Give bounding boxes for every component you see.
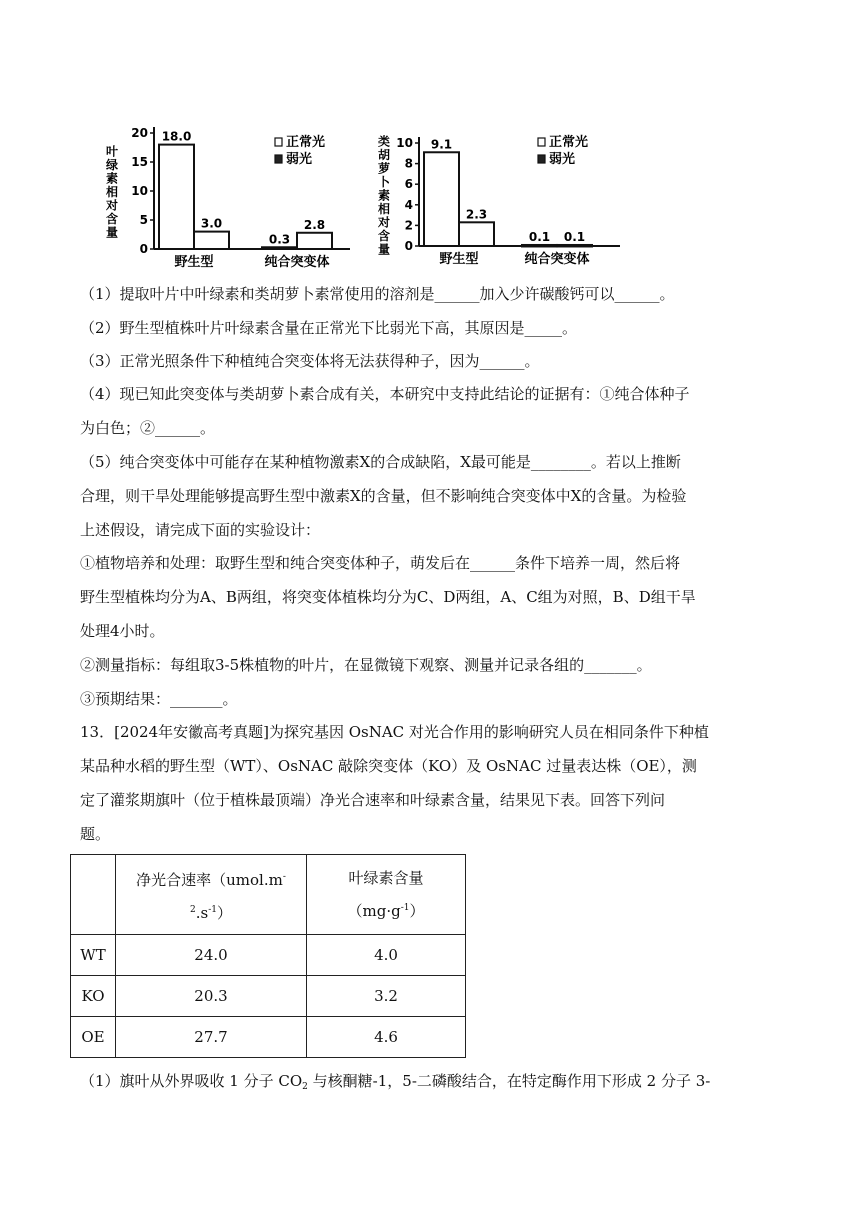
- header-rate-sup-a: -: [282, 871, 286, 882]
- question-2: （2）野生型植株叶片叶绿素含量在正常光下比弱光下高，其原因是_____。: [80, 319, 578, 337]
- question-3: （3）正常光照条件下种植纯合突变体将无法获得种子，因为______。: [80, 352, 540, 370]
- question-13-line-4: 题。: [80, 825, 111, 843]
- bar: [424, 152, 459, 246]
- step-2: ②测量指标：每组取3-5株植物的叶片，在显微镜下观察、测量并记录各组的_______。: [80, 656, 652, 674]
- y-tick-label: 10: [396, 136, 413, 150]
- legend-swatch-weak-light: [538, 155, 545, 163]
- y-axis-label-char: 对: [377, 215, 391, 230]
- y-tick-label: 8: [404, 156, 413, 171]
- question-4-line-1: （4）现已知此突变体与类胡萝卜素合成有关，本研究中支持此结论的证据有：①纯合体种子: [80, 385, 690, 403]
- y-axis-label-char: 卜: [377, 175, 391, 189]
- legend-label: 正常光: [286, 135, 326, 150]
- bar-value-label: 2.3: [465, 207, 488, 222]
- table-header-row: [71, 855, 466, 935]
- y-tick-label: 0: [404, 239, 413, 253]
- question-5-line-1: （5）纯合突变体中可能存在某种植物激素X的合成缺陷，X最可能是________。若以上推断: [80, 453, 681, 471]
- bar-value-label: 0.1: [563, 229, 586, 244]
- x-category-label: 野生型: [439, 252, 479, 267]
- carotenoid-chart: [370, 118, 700, 270]
- y-axis-label-char: 对: [105, 198, 119, 213]
- header-chlorophyll: [307, 855, 466, 935]
- legend-swatch-normal-light: [538, 138, 545, 146]
- x-category-label: 纯合突变体: [524, 252, 590, 267]
- legend-label: 弱光: [286, 152, 313, 167]
- step-1-line-2: 野生型植株均分为A、B两组，将突变体植株均分为C、D两组，A、C组为对照，B、D组干旱: [80, 588, 696, 606]
- question-13-line-2: 某品种水稻的野生型（WT）、OsNAC 敲除突变体（KO）及 OsNAC 过量表达株（OE），测: [80, 757, 697, 775]
- legend-label: 弱光: [549, 152, 576, 167]
- header-rate-part-c: ）: [216, 903, 232, 922]
- bar-value-label: 9.1: [430, 137, 453, 152]
- row-label: OE: [71, 1017, 116, 1058]
- header-chl-part-c: ）: [409, 902, 425, 920]
- table-row: [71, 1017, 466, 1058]
- bar-value-label: 0.3: [268, 232, 291, 247]
- table-row: [71, 976, 466, 1017]
- header-chl-sup: -1: [400, 903, 410, 913]
- legend-swatch-normal-light: [275, 138, 282, 146]
- row-label: WT: [71, 935, 116, 976]
- y-tick-label: 20: [131, 126, 148, 140]
- bar: [297, 233, 332, 249]
- question-5-line-2: 合理，则干旱处理能够提高野生型中激素X的含量，但不影响纯合突变体中X的含量。为检验: [80, 487, 687, 505]
- y-axis-label-char: 萝: [377, 161, 391, 176]
- bar-value-label: 3.0: [200, 216, 223, 231]
- legend-swatch-weak-light: [275, 155, 282, 163]
- question-13-sub-1: [80, 1071, 780, 1097]
- table-corner-cell: [71, 855, 116, 935]
- header-rate-sup-c: -1: [208, 904, 217, 915]
- question-4-line-2: 为白色；②______。: [80, 419, 216, 437]
- co2-subscript: 2: [302, 1082, 308, 1092]
- header-net-photosynthesis: [116, 855, 307, 935]
- y-tick-label: 0: [139, 242, 148, 256]
- row-rate: 24.0: [116, 935, 307, 976]
- row-chlorophyll: 4.0: [307, 935, 466, 976]
- header-rate-part-a: 净光合速率（umol.m: [136, 870, 283, 889]
- y-tick-label: 15: [131, 155, 148, 169]
- step-3: ③预期结果：_______。: [80, 690, 238, 708]
- bar: [459, 222, 494, 246]
- y-tick-label: 5: [139, 213, 148, 227]
- y-axis-label-char: 类: [377, 134, 391, 149]
- results-table: [70, 854, 466, 1058]
- chlorophyll-chart-svg: [100, 118, 400, 270]
- row-chlorophyll: 3.2: [307, 976, 466, 1017]
- y-axis-label-char: 含: [377, 229, 391, 243]
- table-row: [71, 935, 466, 976]
- y-axis-label-char: 含: [105, 212, 119, 226]
- header-chl-part-b: （mg·g: [347, 902, 401, 920]
- y-axis-label-char: 素: [377, 188, 391, 203]
- row-chlorophyll: 4.6: [307, 1017, 466, 1058]
- y-axis-label-char: 素: [105, 171, 119, 186]
- row-rate: 27.7: [116, 1017, 307, 1058]
- figure-charts: [100, 118, 740, 270]
- y-axis-label-char: 胡: [377, 148, 391, 162]
- y-axis-label-char: 相: [105, 185, 119, 199]
- x-category-label: 纯合突变体: [264, 255, 330, 270]
- question-13-line-1: 13．[2024年安徽高考真题]为探究基因 OsNAC 对光合作用的影响研究人员在相同条件下种植: [80, 723, 709, 741]
- y-tick-label: 4: [404, 197, 413, 212]
- bar: [262, 247, 297, 249]
- question-13-line-3: 定了灌浆期旗叶（位于植株最顶端）净光合速率和叶绿素含量，结果见下表。回答下列问: [80, 791, 666, 809]
- y-tick-label: 6: [404, 177, 413, 192]
- bar: [557, 245, 592, 247]
- header-rate-sup-b: 2: [190, 904, 196, 915]
- question-5-line-3: 上述假设，请完成下面的实验设计：: [80, 521, 321, 539]
- chlorophyll-chart: [100, 118, 400, 270]
- legend-label: 正常光: [549, 135, 589, 150]
- bar-value-label: 18.0: [161, 129, 192, 144]
- y-tick-label: 10: [131, 184, 148, 198]
- y-axis-label-char: 绿: [105, 158, 119, 172]
- y-tick-label: 2: [404, 218, 413, 233]
- bar: [194, 232, 229, 249]
- bar-value-label: 0.1: [528, 229, 551, 244]
- step-1-line-3: 处理4小时。: [80, 622, 165, 640]
- row-label: KO: [71, 976, 116, 1017]
- bar: [159, 145, 194, 249]
- question-1: （1）提取叶片中叶绿素和类胡萝卜素常使用的溶剂是______加入少许碳酸钙可以______。: [80, 285, 675, 303]
- x-category-label: 野生型: [174, 255, 214, 270]
- header-rate-part-b: .s: [195, 903, 209, 922]
- y-axis-label-char: 量: [377, 242, 391, 257]
- y-axis-label-char: 量: [105, 225, 119, 240]
- bar-value-label: 2.8: [303, 217, 326, 232]
- last-line-part-a: （1）旗叶从外界吸收 1 分子 CO: [80, 1072, 303, 1090]
- y-axis-label-char: 叶: [105, 144, 119, 159]
- carotenoid-chart-svg: [370, 118, 700, 270]
- row-rate: 20.3: [116, 976, 307, 1017]
- step-1-line-1: ①植物培养和处理：取野生型和纯合突变体种子，萌发后在______条件下培养一周，然后将: [80, 554, 681, 572]
- last-line-part-b: 与核酮糖-1，5-二磷酸结合，在特定酶作用下形成 2 分子 3-: [307, 1072, 711, 1090]
- header-chl-part-a: 叶绿素含量: [348, 869, 424, 887]
- bar: [522, 245, 557, 247]
- y-axis-label-char: 相: [377, 202, 391, 216]
